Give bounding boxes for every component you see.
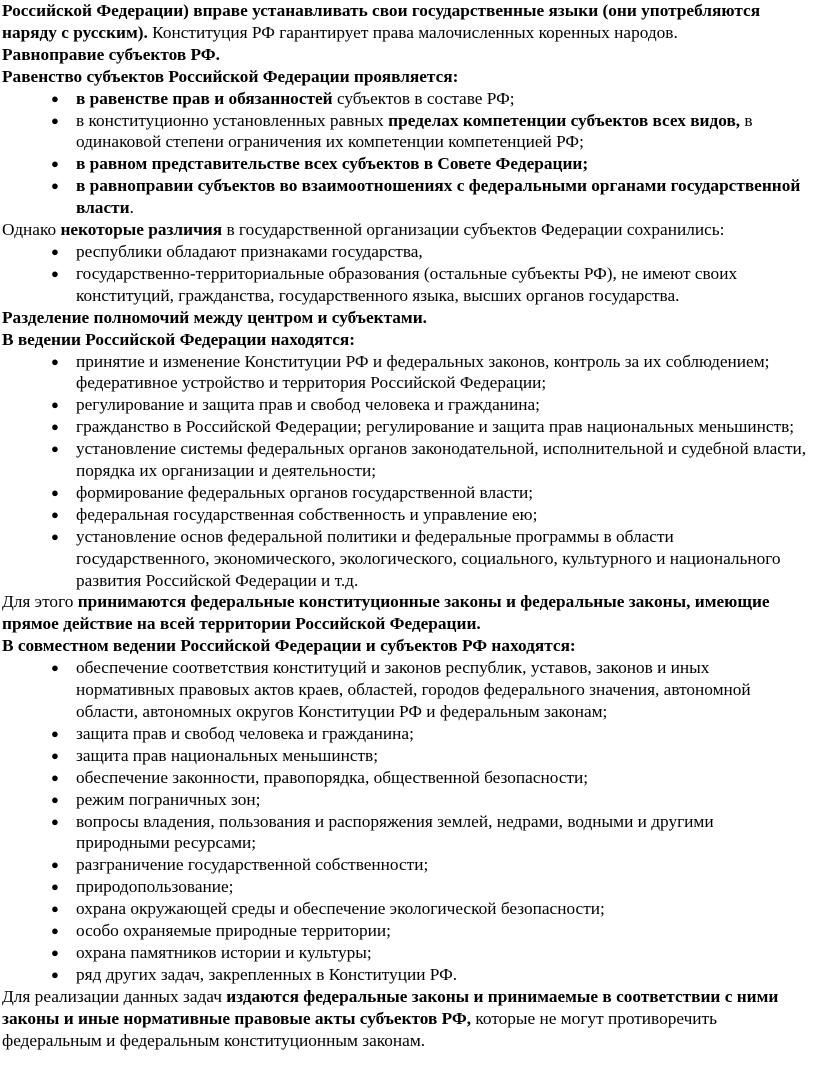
list-item [2, 394, 810, 416]
bullet-icon: ● [51, 112, 59, 128]
item-bold: в равном представительстве всех субъектов в Совете Федерации; [76, 154, 589, 174]
item-text: природопользование; [76, 877, 234, 897]
differences-list [2, 241, 810, 307]
item-text: принятие и изменение Конституции РФ и федеральных законов, контроль за их соблюдением; федеративное устройство и территория Российской Федерации; [76, 351, 770, 393]
bullet-icon: ● [51, 769, 59, 785]
list-item [2, 811, 810, 855]
bullet-icon: ● [51, 813, 59, 829]
bullet-icon: ● [51, 966, 59, 982]
paragraph-bold: принимаются федеральные конституционные законы и федеральные законы, имеющие прямое действие на всей территории Российской Федерации. [2, 592, 770, 634]
bullet-icon: ● [51, 747, 59, 763]
list-item [2, 263, 810, 307]
joint-laws-paragraph [2, 986, 810, 1052]
item-text: в одинаковой степени ограничения их компетенции компетенцией РФ; [76, 110, 753, 152]
bullet-icon: ● [51, 528, 59, 544]
equality-heading: Равноправие субъектов РФ. [2, 44, 220, 64]
bullet-icon: ● [51, 484, 59, 500]
item-text: федеральная государственная собственность и управление ею; [76, 504, 538, 524]
list-item [2, 657, 810, 723]
paragraph-bold: издаются федеральные законы и принимаемые в соответствии с ними законы и иные нормативные правовые акты субъектов РФ, [2, 986, 779, 1028]
item-text: защита прав и свобод человека и гражданина; [76, 723, 414, 743]
bullet-icon: ● [51, 178, 59, 194]
differences-text: Однако [2, 220, 61, 240]
intro-bold: Российской Федерации) вправе устанавливать свои государственные языки (они употребляются наряду с русским). [2, 1, 761, 42]
federal-list [2, 351, 810, 592]
division-heading: Разделение полномочий между центром и субъектами. [2, 307, 427, 327]
bullet-icon: ● [51, 441, 59, 457]
list-item [2, 745, 810, 767]
list-item [2, 110, 810, 154]
bullet-icon: ● [51, 156, 59, 172]
item-text: вопросы владения, пользования и распоряжения землей, недрами, водными и другими природными ресурсами; [76, 811, 714, 853]
list-item [2, 723, 810, 745]
bullet-icon: ● [51, 90, 59, 106]
item-text: установление основ федеральной политики и федеральные программы в области государственного, экономического, экологического, социального, культурного и национального развития Российской Федерации и т.д. [76, 526, 781, 590]
differences-text: в государственной организации субъектов Федерации сохранились: [222, 220, 725, 240]
intro-paragraph [2, 0, 810, 44]
bullet-icon: ● [51, 725, 59, 741]
item-text: . [129, 198, 134, 218]
differences-bold: некоторые различия [60, 220, 223, 240]
item-text: государственно-территориальные образования (остальные субъекты РФ), не имеют своих конституций, гражданства, государственного языка, высших органов государства. [76, 263, 738, 305]
bullet-icon: ● [51, 353, 59, 369]
bullet-icon: ● [51, 397, 59, 413]
bullet-icon: ● [51, 506, 59, 522]
bullet-icon: ● [51, 879, 59, 895]
list-item [2, 175, 810, 219]
list-item [2, 351, 810, 395]
item-text: обеспечение законности, правопорядка, общественной безопасности; [76, 767, 589, 787]
list-item [2, 482, 810, 504]
list-item [2, 526, 810, 592]
equality-subheading: Равенство субъектов Российской Федерации проявляется: [2, 66, 459, 86]
bullet-icon: ● [51, 901, 59, 917]
bullet-icon: ● [51, 923, 59, 939]
joint-list [2, 657, 810, 986]
paragraph-text: Для реализации данных задач [2, 986, 227, 1006]
list-item [2, 898, 810, 920]
item-text: гражданство в Российской Федерации; регулирование и защита прав национальных меньшинств; [76, 417, 795, 437]
item-text: субъектов в составе РФ; [332, 88, 515, 108]
list-item [2, 88, 810, 110]
list-item [2, 767, 810, 789]
list-item [2, 920, 810, 942]
item-text: формирование федеральных органов государственной власти; [76, 482, 534, 502]
bullet-icon: ● [51, 419, 59, 435]
paragraph-text: которые не могут противоречить федеральным и федеральным конституционным законам. [2, 1008, 717, 1050]
item-text: установление системы федеральных органов законодательной, исполнительной и судебной власти, порядка их организации и деятельности; [76, 439, 807, 481]
list-item [2, 876, 810, 898]
item-text: охрана памятников истории и культуры; [76, 942, 372, 962]
list-item [2, 942, 810, 964]
list-item [2, 504, 810, 526]
item-text: ряд других задач, закрепленных в Конституции РФ. [76, 964, 458, 984]
bullet-icon: ● [51, 944, 59, 960]
item-text: республики обладают признаками государства, [76, 241, 423, 261]
item-text: регулирование и защита прав и свобод человека и гражданина; [76, 395, 540, 415]
list-item [2, 789, 810, 811]
item-text: особо охраняемые природные территории; [76, 921, 391, 941]
list-item [2, 438, 810, 482]
paragraph-text: Для этого [2, 592, 78, 612]
bullet-icon: ● [51, 857, 59, 873]
item-text: в конституционно установленных равных [76, 110, 389, 130]
item-text: охрана окружающей среды и обеспечение экологической безопасности; [76, 899, 605, 919]
item-bold: в равноправии субъектов во взаимоотношениях с федеральными органами государственной власти [76, 176, 801, 218]
bullet-icon: ● [51, 265, 59, 281]
item-bold: пределах компетенции субъектов всех видов, [388, 110, 741, 130]
differences-paragraph [2, 219, 810, 241]
intro-text: Конституция РФ гарантирует права малочисленных коренных народов. [147, 22, 678, 42]
item-text: защита прав национальных меньшинств; [76, 745, 379, 765]
item-text: разграничение государственной собственности; [76, 855, 429, 875]
bullet-icon: ● [51, 791, 59, 807]
federal-laws-paragraph [2, 591, 810, 635]
item-bold: в равенстве прав и обязанностей [76, 88, 333, 108]
bullet-icon: ● [51, 243, 59, 259]
bullet-icon: ● [51, 660, 59, 676]
list-item [2, 241, 810, 263]
equality-list [2, 88, 810, 219]
list-item [2, 153, 810, 175]
item-text: режим пограничных зон; [76, 789, 261, 809]
division-subheading: В ведении Российской Федерации находятся: [2, 329, 355, 349]
list-item [2, 416, 810, 438]
list-item [2, 854, 810, 876]
item-text: обеспечение соответствия конституций и законов республик, уставов, законов и иных нормативных правовых актов краев, областей, городов федерального значения, автономной области, автономных округов Конституции РФ и федеральным законам; [76, 658, 751, 721]
joint-subheading: В совместном ведении Российской Федерации и субъектов РФ находятся: [2, 636, 576, 656]
list-item [2, 964, 810, 986]
